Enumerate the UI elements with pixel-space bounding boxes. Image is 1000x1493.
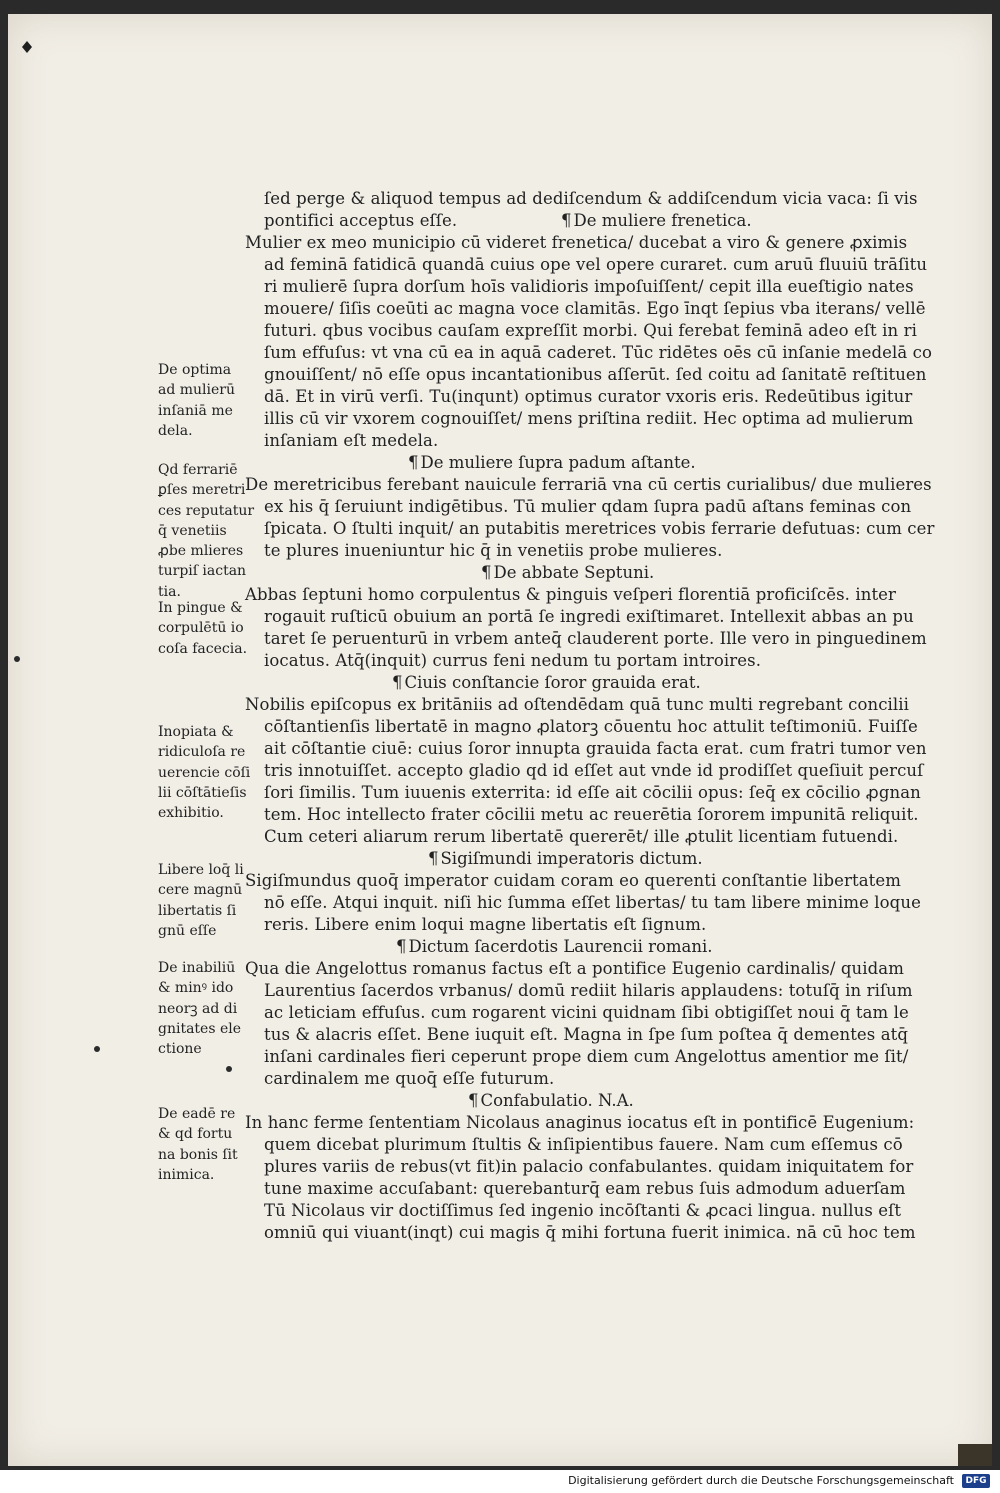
gloss-line: In pingue &: [158, 600, 243, 616]
section-heading: [392, 672, 701, 694]
text-line: taret ſe peruenturū in vrbem anteq̄ clauderent porte. Ille vero in pinguedinem: [264, 629, 927, 648]
gloss-line: Qd ferrariē: [158, 462, 238, 478]
text-line: ſori ſimilis. Tum iuuenis exterrita: id eſſe ait cōcilii opus: ſeq̄ ex cōcilio ꝓgnan: [264, 783, 921, 802]
text-line: Abbas ſeptuni homo corpulentus & pinguis veſperi florentiā proficiſcēs. inter: [245, 585, 897, 604]
gloss-line: De optima: [158, 362, 232, 378]
marginal-gloss: [158, 860, 268, 941]
text-line: reris. Libere enim loqui magne libertatis eſt ſignum.: [264, 915, 707, 934]
margin-dot: [94, 1046, 100, 1052]
gloss-line: tia.: [158, 583, 181, 600]
gloss-line: & qd fortu: [158, 1126, 233, 1143]
text-line: ex his q̄ ſeruiunt indigētibus. Tū mulier qdam ſupra padū aſtans feminas con: [264, 497, 912, 516]
pilcrow: ¶: [561, 211, 572, 230]
text-line: ſum effuſus: vt vna cū ea in aquā caderet. Tūc ridētes oēs cū inſanie medelā co: [264, 343, 933, 362]
text-line: inſaniam eſt medela.: [264, 431, 439, 450]
gloss-line: ad mulierū: [158, 382, 235, 399]
section-heading: [396, 936, 713, 958]
text-line: cōſtantienſis libertatē in magno ꝓlatorꝫ cōuentu hoc attulit teſtimoniū. Fuiſſe: [264, 717, 918, 736]
text-line: Nobilis epiſcopus ex britāniis ad oſtendēdam quā tunc multi regrebant concilii: [245, 695, 910, 714]
text-line: Qua die Angelottus romanus factus eſt a pontifice Eugenio cardinalis/ quidam: [245, 959, 904, 978]
gloss-line: ces reputatur: [158, 502, 255, 519]
page-edge: [958, 1444, 992, 1466]
text-line: tus & alacris eſſet. Bene iuquit eſt. Magna in ſpe ſum poſtea q̄ dementes atq̄: [264, 1025, 909, 1044]
pilcrow: ¶: [396, 937, 407, 956]
gloss-line: coſa facecia.: [158, 640, 248, 657]
text-line: ri mulierē ſupra dorſum hoīs validioris impoſuiſſent/ cepit illa eueſtigio nates: [264, 277, 914, 296]
pilcrow: ¶: [481, 563, 492, 582]
gloss-line: exhibitio.: [158, 805, 224, 822]
gloss-line: cere magnū: [158, 882, 243, 899]
marginal-gloss: [158, 598, 268, 659]
gloss-line: & minꝰ ido: [158, 980, 234, 997]
pilcrow: ¶: [428, 849, 439, 868]
pilcrow: ¶: [468, 1091, 479, 1110]
text-line: De meretricibus ferebant nauicule ferrariā vna cū certis curialibus/ due mulieres: [245, 475, 932, 494]
text-line: pontifici acceptus eſſe.: [264, 211, 458, 230]
gloss-line: ꝓbe mlieres: [158, 543, 244, 560]
text-line: ſpicata. O ſtulti inquit/ an putabitis meretrices vobis ferrarie defutuas: cum cer: [264, 519, 935, 538]
text-line: tem. Hoc intellecto frater cōcilii metu ac reuerētia ſororem impunitā reliquit.: [264, 805, 919, 824]
gloss-line: ctione: [158, 1041, 202, 1058]
heading-text: Ciuis conſtancie ſoror grauida erat.: [404, 673, 701, 692]
gloss-line: ꝑſes meretri: [158, 482, 246, 499]
marginal-gloss: [158, 958, 268, 1059]
heading-text: De muliere ſupra padum aſtante.: [420, 453, 696, 472]
text-line: ad feminā fatidicā quandā cuius ope vel opere curaret. cum aruū fluuiū trāſitu: [264, 255, 928, 274]
marginal-gloss: [158, 1104, 268, 1185]
heading-text: Confabulatio. N.A.: [480, 1091, 634, 1110]
text-line: mouere/ ſiſis coeūti ac magna voce clamitās. Ego īnqt ſepius vba iterans/ vellē: [264, 299, 926, 318]
gloss-line: q̄ venetiis: [158, 522, 227, 539]
gloss-line: na bonis ſit: [158, 1146, 238, 1163]
book-page: [8, 14, 992, 1466]
dfg-logo-icon[interactable]: DFG: [962, 1474, 990, 1488]
text-line: illis cū vir vxorem cognouiſſet/ mens priſtina rediit. Hec optima ad mulierum: [264, 409, 914, 428]
gloss-line: turpiſ iactan: [158, 563, 247, 580]
marginal-gloss: [158, 460, 268, 602]
text-line: dā. Et in virū verſi. Tu(inqunt) optimus curator vxoris eris. Redeūtibus igitur: [264, 387, 913, 406]
text-line: nō eſſe. Atqui inquit. niſi hic ſumma eſſet libertas/ tu tam libere minime loque: [264, 893, 921, 912]
text-line: rogauit ruſticū obuium an portā ſe ingredi exiſtimaret. Intellexit abbas an pu: [264, 607, 914, 626]
gloss-line: ridiculoſa re: [158, 744, 246, 761]
text-line: quem dicebat plurimum ſtultis & inſipientibus fauere. Nam cum eſſemus cō: [264, 1135, 903, 1154]
gloss-line: gnū eſſe: [158, 922, 217, 939]
heading-text: Dictum ſacerdotis Laurencii romani.: [408, 937, 713, 956]
text-line: futuri. qbus vocibus cauſam expreſſit morbi. Qui ferebat feminā adeo eſt in ri: [264, 321, 917, 340]
marginal-gloss: [158, 360, 268, 441]
text-line: cardinalem me quoq̄ eſſe futurum.: [264, 1069, 555, 1088]
pilcrow: ¶: [392, 673, 403, 692]
text-line: tris innotuiſſet. accepto gladio qd id eſſet aut vnde id prodiſſet queſiuit percuſ: [264, 761, 924, 780]
section-heading: [561, 210, 752, 232]
text-line: plures variis de rebus(vt fit)in palacio confabulantes. quidam iniquitatem for: [264, 1157, 914, 1176]
gloss-line: lii cōſtātieſis: [158, 784, 247, 801]
gloss-line: Inopiata &: [158, 724, 234, 740]
heading-text: Sigiſmundi imperatoris dictum.: [440, 849, 703, 868]
gloss-line: gnitates ele: [158, 1020, 242, 1037]
ornament-mark-icon: [20, 40, 34, 54]
text-line: ſed perge & aliquod tempus ad dediſcendum & addiſcendum vicia vaca: ſi vis: [264, 189, 918, 208]
margin-dot: [14, 656, 20, 662]
gloss-line: Libere loq̄ li: [158, 862, 244, 878]
heading-text: De muliere frenetica.: [573, 211, 752, 230]
text-line: Sigiſmundus quoq̄ imperator cuidam coram eo querenti conſtantie libertatem: [245, 871, 901, 890]
section-heading: [408, 452, 696, 474]
text-line: Cum ceteri aliarum rerum libertatē quererēt/ ille ꝓtulit licentiam futuendi.: [264, 827, 899, 846]
gloss-line: corpulētū io: [158, 620, 244, 637]
text-line: Tū Nicolaus vir doctiſſimus ſed ingenio incōſtanti & ꝓcaci lingua. nullus eſt: [264, 1201, 902, 1220]
text-line: In hanc ferme ſententiam Nicolaus anaginus iocatus eſt in pontificē Eugenium:: [245, 1113, 915, 1132]
section-heading: [428, 848, 703, 870]
text-line: iocatus. Atq̄(inquit) currus feni nedum tu portam introires.: [264, 651, 762, 670]
gloss-line: De eadē re: [158, 1106, 236, 1122]
text-line: Mulier ex meo municipio cū videret frenetica/ ducebat a viro & genere ꝓximis: [245, 233, 908, 252]
gloss-line: uerencie cōſi: [158, 764, 251, 781]
gloss-line: libertatis ſi: [158, 902, 237, 919]
text-line: Laurentius ſacerdos vrbanus/ domū rediit hilaris applaudens: totuſq̄ in riſum: [264, 981, 913, 1000]
pilcrow: ¶: [408, 453, 419, 472]
text-line: tune maxime accuſabant: querebanturq̄ eam rebus ſuis admodum aduerſam: [264, 1179, 906, 1198]
text-line: ac leticiam effuſus. cum rogarent vicini quidnam ſibi obtigiſſet noui q̄ tam le: [264, 1003, 909, 1022]
text-line: inſani cardinales fieri ceperunt prope diem cum Angelottus amentior me ſit/: [264, 1047, 909, 1066]
gloss-line: De inabiliū: [158, 960, 236, 976]
text-line: omniū qui viuant(inqt) cui magis q̄ mihi fortuna fuerit inimica. nā cū hoc tem: [264, 1223, 916, 1242]
text-line: te plures inueniuntur hic q̄ in venetiis probe mulieres.: [264, 541, 723, 560]
gloss-line: dela.: [158, 422, 193, 439]
funding-credit: Digitalisierung gefördert durch die Deutsche Forschungsgemeinschaft: [568, 1474, 954, 1487]
margin-dot: [226, 1066, 232, 1072]
marginal-gloss: [158, 722, 268, 823]
section-heading: [481, 562, 654, 584]
text-line: gnouiſſent/ nō eſſe opus incantationibus aſſerūt. ſed coitu ad ſanitatē reſtituen: [264, 365, 927, 384]
footer-bar: [0, 1470, 1000, 1493]
gloss-line: neorꝫ ad di: [158, 1000, 238, 1017]
gloss-line: inimica.: [158, 1166, 215, 1183]
text-line: ait cōſtantie ciuē: cuius ſoror innupta grauida facta erat. cum fratri tumor ven: [264, 739, 927, 758]
gloss-line: inſaniā me: [158, 402, 233, 419]
section-heading: [468, 1090, 634, 1112]
heading-text: De abbate Septuni.: [493, 563, 655, 582]
